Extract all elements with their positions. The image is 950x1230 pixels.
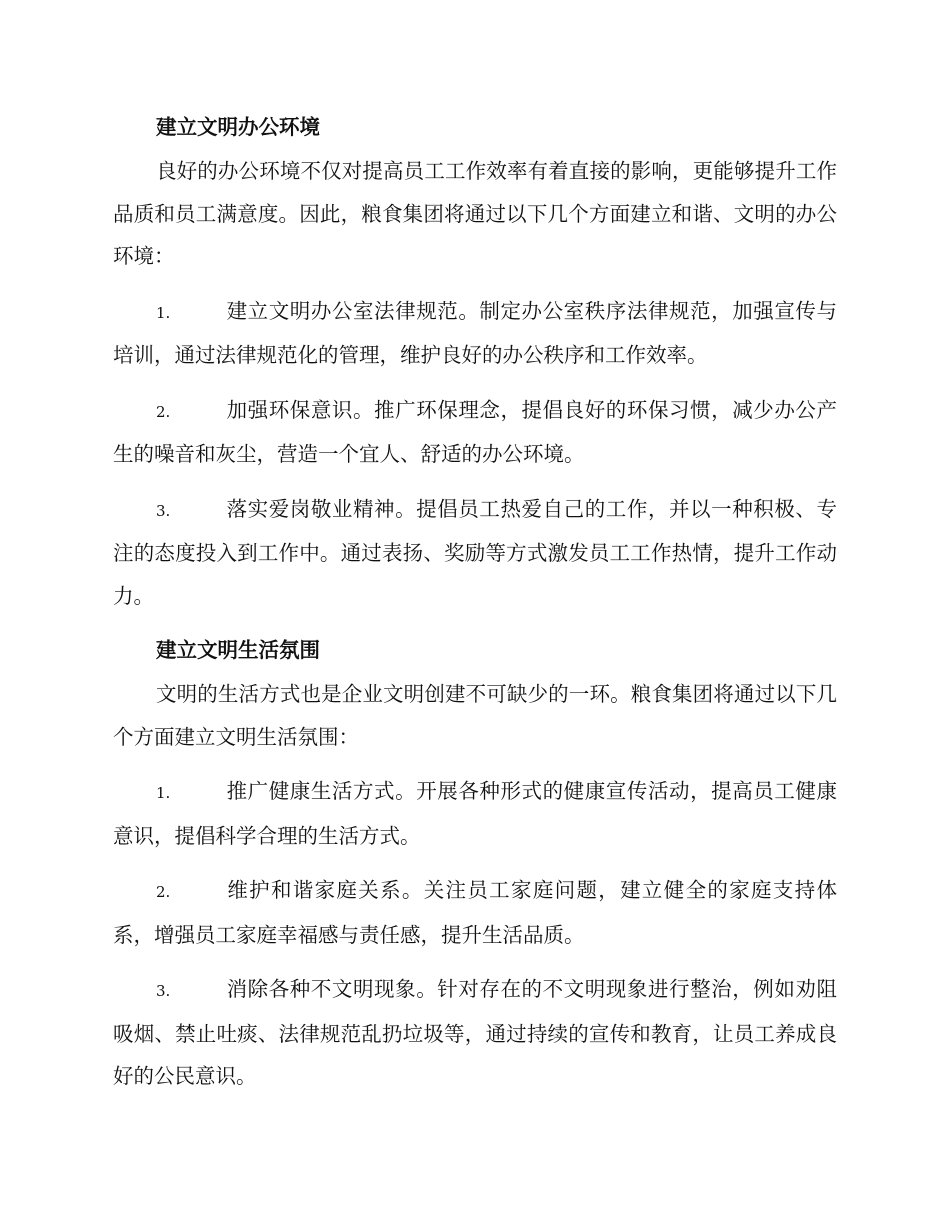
list-item <box>113 968 837 1098</box>
section-intro-life: 文明的生活方式也是企业文明创建不可缺少的一环。粮食集团将通过以下几个方面建立文明生活氛围： <box>113 682 837 749</box>
list-item-text: 消除各种不文明现象。针对存在的不文明现象进行整治，例如劝阻吸烟、禁止吐痰、法律规范乱扔垃圾等，通过持续的宣传和教育，让员工养成良好的公民意识。 <box>113 977 837 1088</box>
list-item-text: 推广健康生活方式。开展各种形式的健康宣传活动，提高员工健康意识，提倡科学合理的生活方式。 <box>113 779 837 848</box>
list-item-number: 2. <box>156 402 171 421</box>
list-item-number: 3. <box>156 501 171 520</box>
section-intro-office: 良好的办公环境不仅对提高员工工作效率有着直接的影响，更能够提升工作品质和员工满意度。因此，粮食集团将通过以下几个方面建立和谐、文明的办公环境： <box>113 159 837 268</box>
list-item-number: 1. <box>156 303 171 322</box>
list-item <box>113 488 837 618</box>
list-item-text: 建立文明办公室法律规范。制定办公室秩序法律规范，加强宣传与培训，通过法律规范化的管理，维护良好的办公秩序和工作效率。 <box>113 298 837 367</box>
list-item-text: 加强环保意识。推广环保理念，提倡良好的环保习惯，减少办公产生的噪音和灰尘，营造一个宜人、舒适的办公环境。 <box>113 397 837 466</box>
list-item-text: 维护和谐家庭关系。关注员工家庭问题，建立健全的家庭支持体系，增强员工家庭幸福感与责任感，提升生活品质。 <box>113 878 837 947</box>
section-heading-office: 建立文明办公环境 <box>156 115 320 139</box>
list-item <box>113 770 837 857</box>
list-item-number: 1. <box>156 784 171 802</box>
list-item <box>113 869 837 956</box>
list-item <box>113 389 837 476</box>
list-item-text: 落实爱岗敬业精神。提倡员工热爱自己的工作，并以一种积极、专注的态度投入到工作中。通过表扬、奖励等方式激发员工工作热情，提升工作动力。 <box>113 496 837 608</box>
list-item-number: 2. <box>156 883 171 901</box>
list-item-number: 3. <box>156 982 171 1000</box>
section-heading-life: 建立文明生活氛围 <box>156 638 320 662</box>
document-body <box>113 106 837 1110</box>
list-item <box>113 290 837 377</box>
